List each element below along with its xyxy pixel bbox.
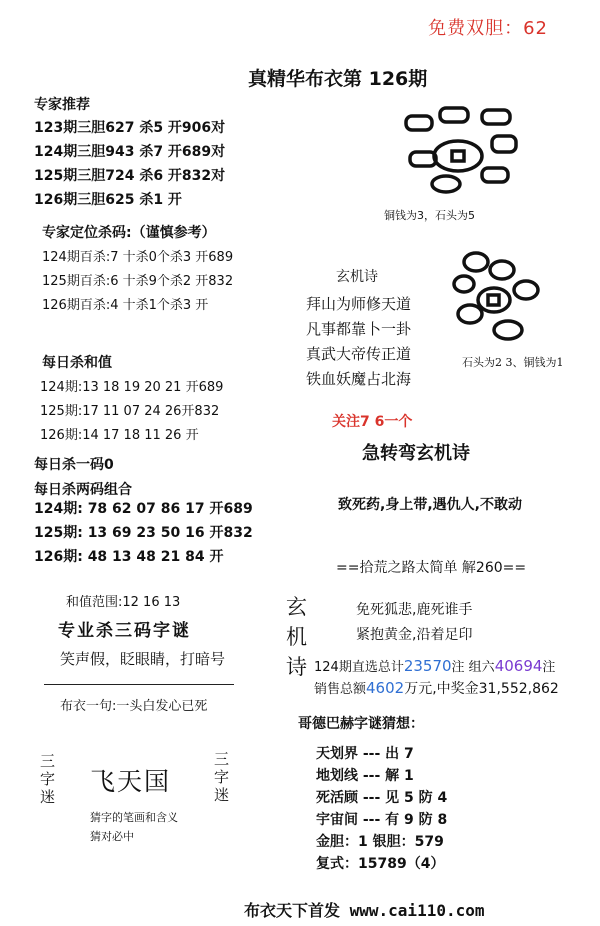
pro-kill-title: 专业杀三码字谜	[58, 621, 191, 641]
expert-title: 专家推荐	[34, 97, 90, 113]
list-item: 126期百杀:4 十杀1个杀3 开	[42, 298, 209, 313]
poem-line: 凡事都靠卜一卦	[306, 320, 412, 338]
riddle-word: 飞天国	[90, 767, 172, 796]
page-title: 真精华布衣第 126期	[248, 68, 428, 90]
list-item: 124期: 78 62 07 86 17 开689	[34, 501, 253, 517]
list-item: 123期三胆627 杀5 开906对	[34, 120, 226, 136]
xuanji-line: 免死狐悲,鹿死谁手	[356, 602, 473, 618]
list-item: 124期百杀:7 十杀0个杀3 开689	[42, 250, 234, 265]
expert-list	[34, 116, 225, 212]
sum-kill-title: 每日杀和值	[42, 355, 112, 371]
sum-kill-list	[40, 376, 223, 448]
poem-title: 玄机诗	[336, 269, 378, 285]
list-item: 125期百杀:6 十杀9个杀2 开832	[42, 274, 234, 289]
poem-lines	[306, 292, 411, 392]
kill-two-title: 每日杀两码组合	[34, 482, 132, 498]
list-item: 125期: 13 69 23 50 16 开832	[34, 525, 253, 541]
sales-line-2: 销售总额4602万元,中奖金31,552,862	[314, 679, 559, 697]
position-kill-list	[42, 246, 233, 318]
list-item: 天划界 --- 出 7	[316, 746, 414, 762]
turn-text: 致死药,身上带,遇仇人,不敢动	[338, 497, 522, 513]
list-item: 复式：15789（4）	[316, 856, 445, 872]
list-item: 金胆：1 银胆：579	[316, 834, 444, 850]
sum-range: 和值范围:12 16 13	[66, 595, 181, 610]
xuanji-vertical: 玄 机 诗	[286, 595, 307, 679]
free-double-banner: 免费双胆：62	[428, 18, 548, 39]
divider	[44, 684, 234, 685]
riddle-hint: 猜字的笔画和含义	[90, 811, 178, 824]
riddle-right-label: 三 字 迷	[214, 750, 230, 804]
turn-title: 急转弯玄机诗	[362, 443, 470, 464]
goedel-title: 哥德巴赫字谜猜想：	[298, 716, 424, 732]
buyi-saying: 布衣一句:一头白发心已死	[60, 699, 208, 714]
list-item: 124期三胆943 杀7 开689对	[34, 144, 226, 160]
list-item: 124期:13 18 19 20 21 开689	[40, 380, 224, 395]
pro-kill-text: 笑声假，眨眼睛，打暗号	[60, 650, 226, 668]
coin-stone-illustration-2	[448, 248, 548, 348]
list-item: 126期: 48 13 48 21 84 开	[34, 549, 224, 565]
list-item: 地划线 --- 解 1	[316, 768, 414, 784]
road-title: ==拾荒之路太简单 解260==	[336, 560, 527, 576]
coin-caption-2: 石头为2 3、铜钱为1	[462, 356, 564, 369]
coin-caption: 铜钱为3，石头为5	[384, 209, 475, 222]
poem-line: 真武大帝传正道	[306, 345, 412, 363]
xuanji-lines	[356, 598, 472, 648]
goedel-list	[316, 743, 447, 875]
footer-site: 布衣天下首发 www.cai110.com	[244, 901, 485, 920]
list-item: 126期三胆625 杀1 开	[34, 192, 182, 208]
xuanji-line: 紧抱黄金,沿着足印	[356, 627, 473, 643]
list-item: 126期:14 17 18 11 26 开	[40, 428, 199, 443]
focus-note: 关注7 6一个	[332, 414, 413, 430]
riddle-hint-2: 猜对必中	[90, 830, 134, 843]
poem-line: 铁血妖魔占北海	[306, 370, 412, 388]
sales-line-1: 124期直选总计23570注 组六40694注	[314, 657, 556, 675]
kill-two-list	[34, 497, 253, 569]
list-item: 宇宙间 --- 有 9 防 8	[316, 812, 448, 828]
poem-line: 拜山为师修天道	[306, 295, 412, 313]
list-item: 死活顾 --- 见 5 防 4	[316, 790, 448, 806]
coin-stone-illustration	[400, 100, 530, 200]
list-item: 125期:17 11 07 24 26开832	[40, 404, 220, 419]
kill-one-code: 每日杀一码0	[34, 457, 114, 473]
riddle-left-label: 三 字 迷	[40, 752, 56, 806]
position-kill-title: 专家定位杀码:（谨慎参考）	[42, 225, 216, 241]
list-item: 125期三胆724 杀6 开832对	[34, 168, 226, 184]
